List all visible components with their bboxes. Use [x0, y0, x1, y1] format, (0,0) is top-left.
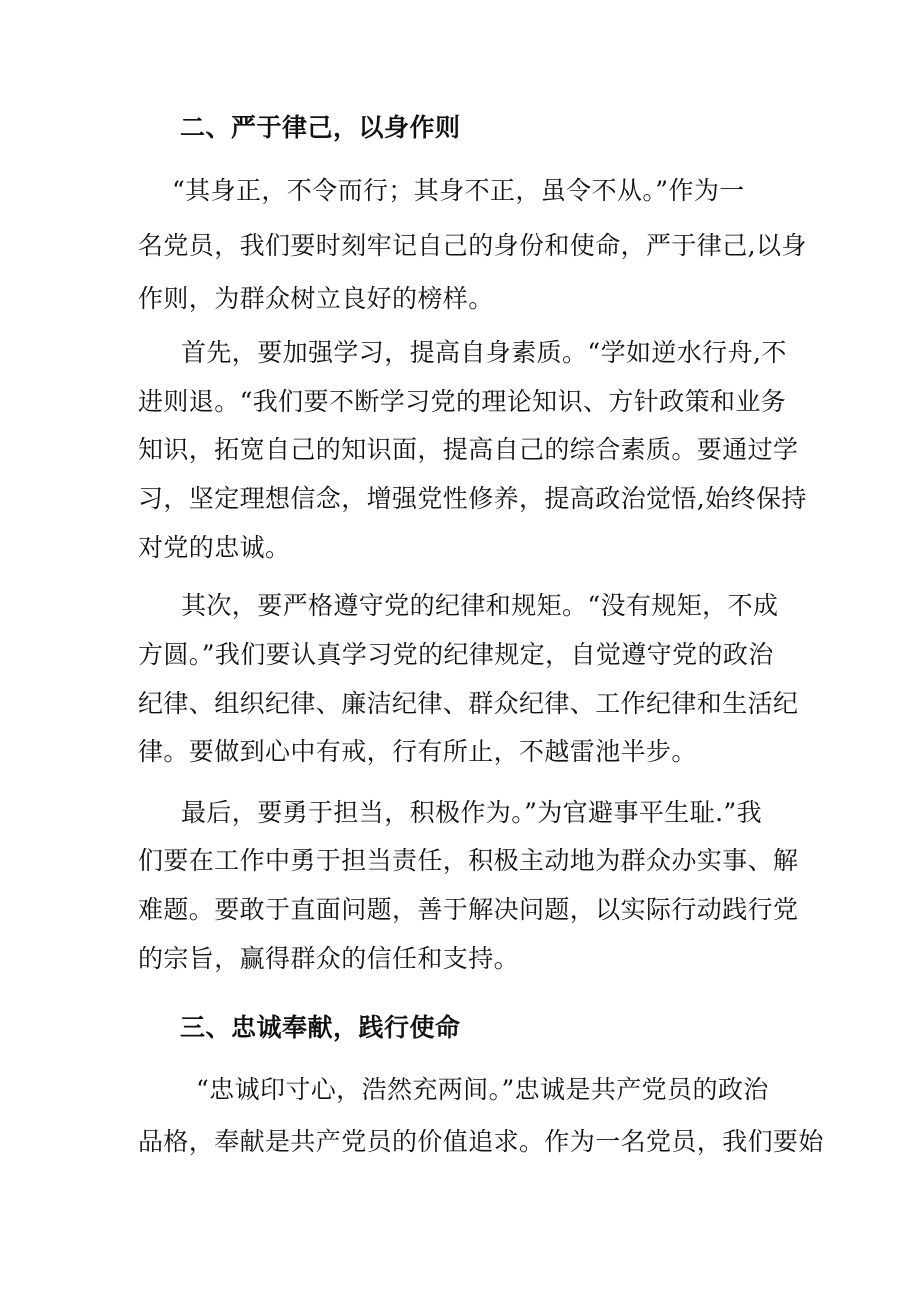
paragraph-line: 首先，要加强学习，提高自身素质。“学如逆水行舟,不 [181, 338, 787, 367]
paragraph-line: 习，坚定理想信念，增强党性修养，提高政治觉悟,始终保持 [138, 484, 807, 513]
paragraph-line: 纪律、组织纪律、廉洁纪律、群众纪律、工作纪律和生活纪 [138, 689, 799, 718]
paragraph-line: 品格，奉献是共产党员的价值追求。作为一名党员，我们要始 [138, 1127, 824, 1156]
paragraph-line: “其身正，不令而行；其身不正，虽令不从。”作为一 [172, 176, 745, 205]
paragraph-line: 名党员，我们要时刻牢记自己的身份和使命，严于律己,以身 [138, 231, 807, 260]
paragraph-line: 的宗旨，赢得群众的信任和支持。 [138, 944, 520, 973]
paragraph-line: 方圆。”我们要认真学习党的纪律规定，自觉遵守党的政治 [138, 640, 774, 669]
paragraph-line: 们要在工作中勇于担当责任，积极主动地为群众办实事、解 [138, 846, 799, 875]
section-heading-2: 二、严于律己，以身作则 [180, 113, 461, 142]
paragraph-line: 对党的忠诚。 [138, 533, 291, 562]
paragraph-line: 最后，要勇于担当，积极作为。”为官避事平生耻.”我 [181, 798, 763, 827]
paragraph-line: 知识，拓宽自己的知识面，提高自己的综合素质。要通过学 [138, 435, 799, 464]
paragraph-line: 进则退。“我们要不断学习党的理论知识、方针政策和业务 [138, 387, 787, 416]
paragraph-line: 其次，要严格遵守党的纪律和规矩。“没有规矩，不成 [181, 591, 779, 620]
paragraph-line: 难题。要敢于直面问题，善于解决问题，以实际行动践行党 [138, 895, 799, 924]
paragraph-line: 作则，为群众树立良好的榜样。 [138, 284, 494, 313]
section-heading-3: 三、忠诚奉献，践行使命 [180, 1013, 461, 1042]
paragraph-line: 律。要做到心中有戒，行有所止，不越雷池半步。 [138, 737, 697, 766]
paragraph-line: “忠诚印寸心，浩然充两间。”忠诚是共产党员的政治 [196, 1075, 769, 1104]
